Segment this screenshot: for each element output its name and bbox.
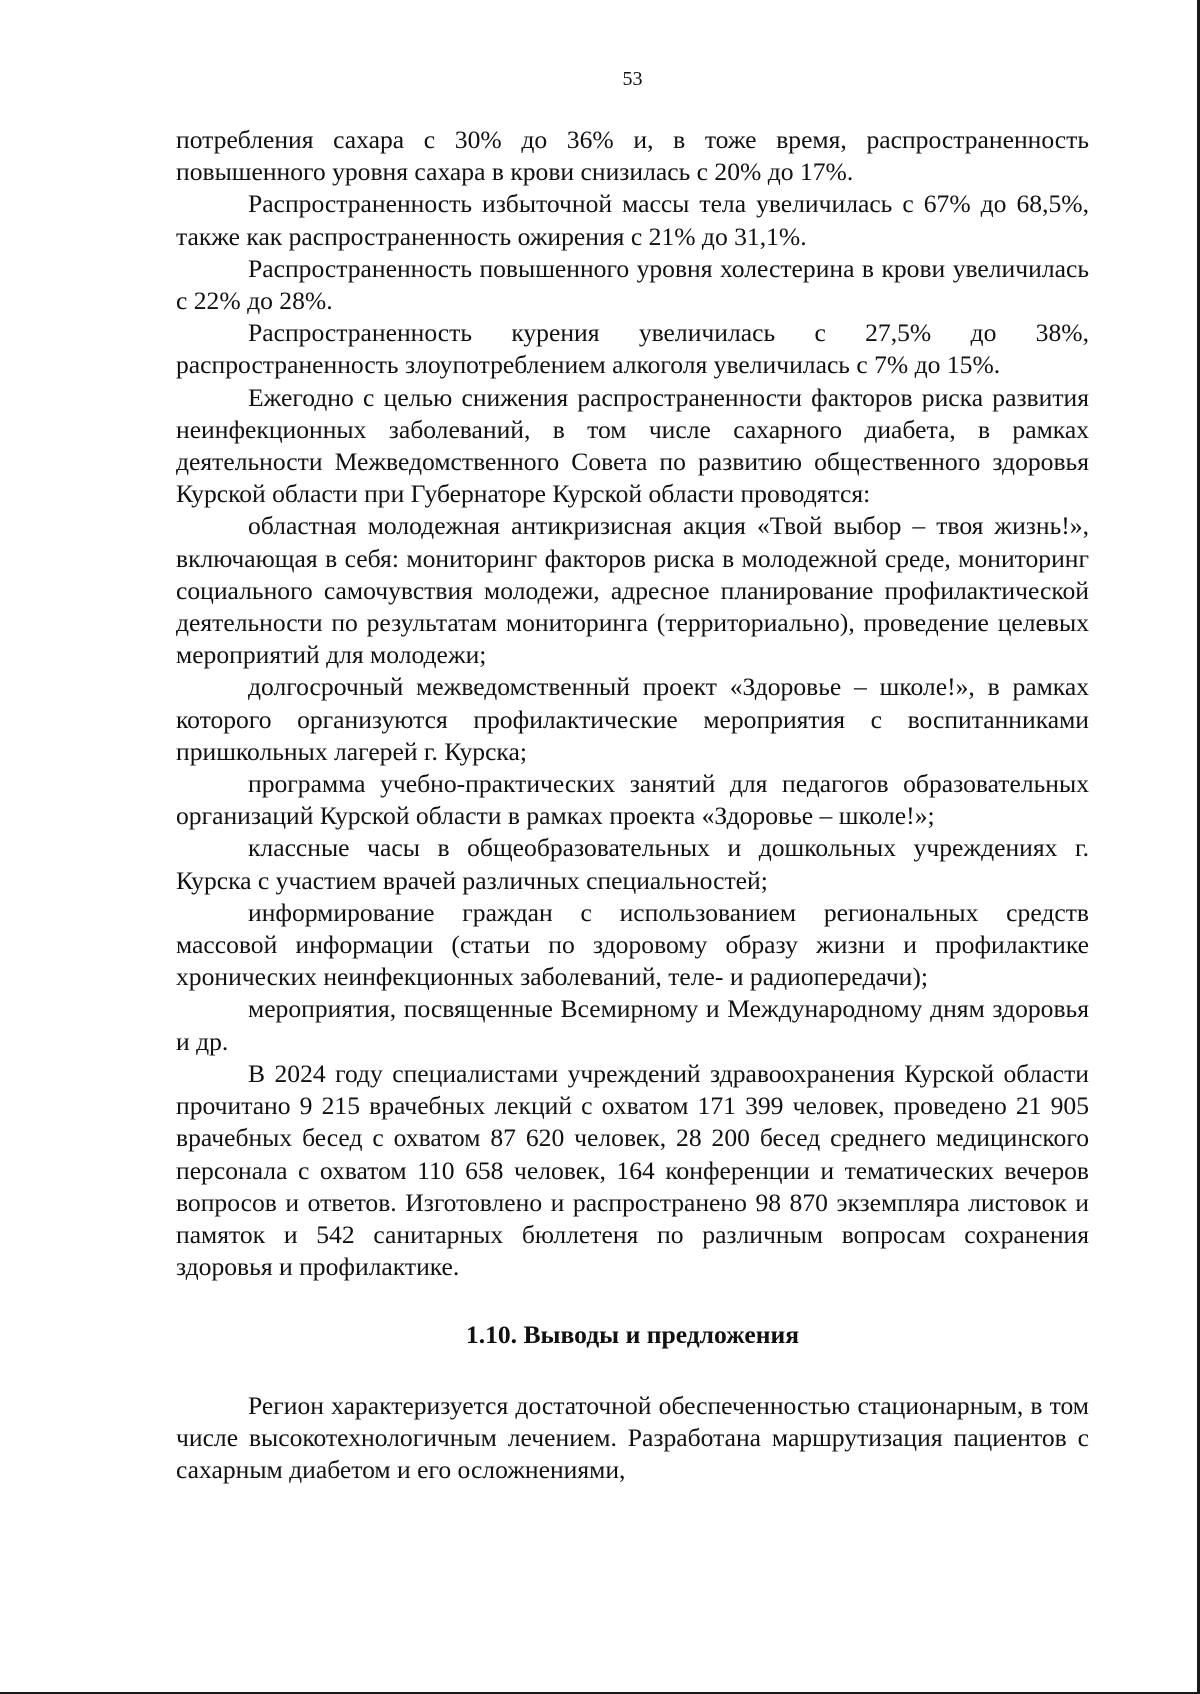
list-item-class-hours: классные часы в общеобразовательных и дошкольных учреждениях г. Курска с участием врачей различных специальностей; (176, 833, 1089, 895)
section-heading: 1.10. Выводы и предложения (465, 1320, 800, 1350)
paragraph-overweight: Распространенность избыточной массы тела увеличилась с 67% до 68,5%, также как распространенность ожирения с 21% до 31,1%. (176, 189, 1089, 251)
page-number: 53 (622, 68, 643, 90)
list-item-youth-campaign: областная молодежная антикризисная акция «Твой выбор – твоя жизнь!», включающая в себя: мониторинг факторов риска в молодежной среде, мониторинг социального самочувствия молодежи, адресное планирование профилактической деятельности по результатам мониторинга (территориально), проведение целевых мероприятий для молодежи; (176, 511, 1089, 670)
document-body (176, 124, 1089, 1486)
paragraph-annual-measures: Ежегодно с целью снижения распространенности факторов риска развития неинфекционных заболеваний, в том числе сахарного диабета, в рамках деятельности Межведомственного Совета по развитию общественного здоровья Курской области при Губернаторе Курской области проводятся: (176, 382, 1089, 509)
paragraph-2024-statistics: В 2024 году специалистами учреждений здравоохранения Курской области прочитано 9 215 врачебных лекций с охватом 171 399 человек, проведено 21 905 врачебных бесед с охватом 87 620 человек, 28 200 бесед среднего медицинского персонала с охватом 110 658 человек, 164 конференции и тематических вечеров вопросов и ответов. Изготовлено и распространено 98 870 экземпляра листовок и памяток и 542 санитарных бюллетеня по различным вопросам сохранения здоровья и профилактике. (176, 1058, 1089, 1282)
paragraph-continuation: потребления сахара с 30% до 36% и, в тоже время, распространенность повышенного уровня сахара в крови снизилась с 20% до 17%. (176, 125, 1089, 187)
paragraph-cholesterol: Распространенность повышенного уровня холестерина в крови увеличилась с 22% до 28%. (176, 253, 1089, 316)
list-item-health-days: мероприятия, посвященные Всемирному и Международному дням здоровья и др. (176, 994, 1089, 1056)
paragraph-region-conclusion: Регион характеризуется достаточной обеспеченностью стационарным, в том числе высокотехнологичным лечением. Разработана маршрутизация пациентов с сахарным диабетом и его осложнениями, (176, 1390, 1089, 1484)
paragraph-smoking-alcohol: Распространенность курения увеличилась с 27,5% до 38%, распространенность злоупотреблением алкоголя увеличилась с 7% до 15%. (176, 318, 1089, 380)
list-item-teacher-program: программа учебно-практических занятий для педагогов образовательных организаций Курской области в рамках проекта «Здоровье – школе!»; (176, 769, 1089, 831)
list-item-health-school-project: долгосрочный межведомственный проект «Здоровье – школе!», в рамках которого организуются профилактические мероприятия с воспитанниками пришкольных лагерей г. Курска; (176, 672, 1089, 766)
list-item-media-informing: информирование граждан с использованием региональных средств массовой информации (статьи по здоровому образу жизни и профилактике хронических неинфекционных заболеваний, теле- и радиопередачи); (176, 897, 1089, 992)
